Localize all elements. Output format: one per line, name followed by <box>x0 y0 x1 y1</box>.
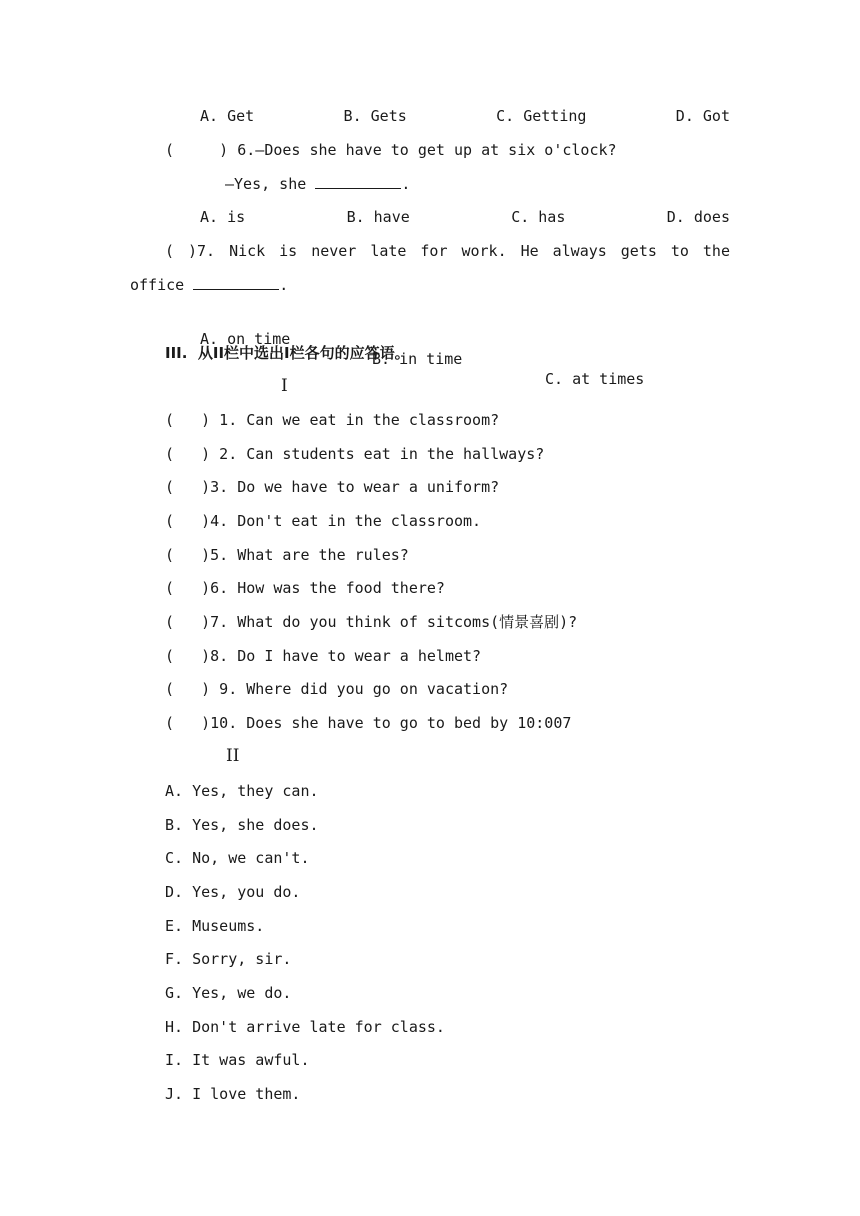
q7-word: the <box>702 242 730 260</box>
answer-blank <box>315 174 401 189</box>
q7-continuation <box>130 275 288 295</box>
option-c: C. at times <box>545 370 645 388</box>
option-d: D. Got <box>675 107 730 125</box>
option-a: A. is <box>200 208 246 226</box>
column-two-item: A. Yes, they can. <box>165 782 319 800</box>
q7-word: He <box>520 242 539 260</box>
continuation-suffix: . <box>279 276 289 294</box>
option-d: D. does <box>666 208 730 226</box>
q7-word: always <box>552 242 607 260</box>
q7-question <box>165 241 730 261</box>
q7-word: to <box>670 242 689 260</box>
column-two-item: F. Sorry, sir. <box>165 950 292 968</box>
answer-prefix: —Yes, she <box>225 175 316 193</box>
option-c: C. has <box>511 208 566 226</box>
column-two-item: B. Yes, she does. <box>165 816 319 834</box>
answer-paren: ( ) <box>165 141 229 159</box>
q7-word: for <box>420 242 448 260</box>
option-b: B. Gets <box>343 107 407 125</box>
option-a: A. Get <box>200 107 255 125</box>
q7-word: work. <box>461 242 507 260</box>
option-c: C. Getting <box>496 107 587 125</box>
answer-blank <box>193 275 279 290</box>
column-one-item: ( )5. What are the rules? <box>165 546 409 564</box>
column-one-item: ( )3. Do we have to wear a uniform? <box>165 478 500 496</box>
column-one-item: ( )6. How was the food there? <box>165 579 445 597</box>
column-two-item: E. Museums. <box>165 917 265 935</box>
q6-question <box>165 140 617 160</box>
column-two-item: G. Yes, we do. <box>165 984 292 1002</box>
q6-answer <box>225 174 410 194</box>
answer-suffix: . <box>401 175 411 193</box>
option-a: A. on time <box>200 330 291 348</box>
q6-options <box>200 207 730 227</box>
column-one-item: ( )8. Do I have to wear a helmet? <box>165 647 482 665</box>
q7-word: Nick <box>229 242 266 260</box>
column-one-label: I <box>281 376 288 396</box>
column-one-item: ( )10. Does she have to go to bed by 10:007 <box>165 714 572 732</box>
q7-word: )7. <box>188 242 216 260</box>
column-one-item: ( )7. What do you think of sitcoms(情景喜剧)? <box>165 613 578 631</box>
q7-word: is <box>279 242 298 260</box>
question-text: 6.—Does she have to get up at six o'clock? <box>228 141 617 159</box>
q7-word: gets <box>620 242 657 260</box>
q7-word: never <box>311 242 357 260</box>
column-two-item: C. No, we can't. <box>165 849 310 867</box>
q7-word: late <box>370 242 407 260</box>
column-two-item: D. Yes, you do. <box>165 883 301 901</box>
column-two-item: H. Don't arrive late for class. <box>165 1018 445 1036</box>
q5-options <box>200 106 730 126</box>
column-one-item: ( )4. Don't eat in the classroom. <box>165 512 482 530</box>
column-one-item: ( ) 2. Can students eat in the hallways? <box>165 445 545 463</box>
column-one-item: ( ) 9. Where did you go on vacation? <box>165 680 509 698</box>
column-one-item: ( ) 1. Can we eat in the classroom? <box>165 411 500 429</box>
option-b: B. have <box>346 208 410 226</box>
continuation-prefix: office <box>130 276 194 294</box>
option-b: B. in time <box>372 350 463 368</box>
column-two-label: II <box>226 746 240 766</box>
q7-word: ( <box>165 242 175 260</box>
column-two-item: J. I love them. <box>165 1085 301 1103</box>
column-two-item: I. It was awful. <box>165 1051 310 1069</box>
section-heading: III. 从II栏中选出I栏各句的应答语。 <box>165 344 410 362</box>
